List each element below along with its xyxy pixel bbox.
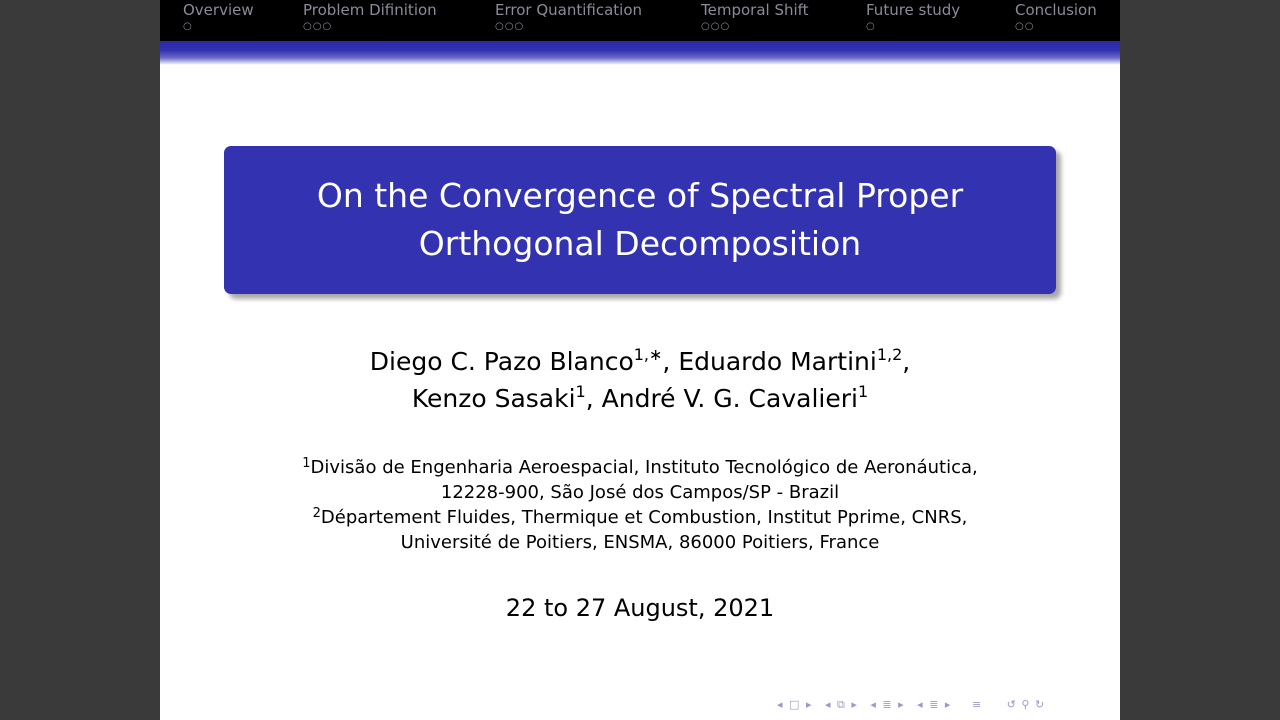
nav-section-dots[interactable]: ○○○ [495,21,525,32]
author-name: Diego C. Pazo Blanco [369,347,634,376]
nav-section-label: Conclusion [1015,1,1097,19]
author-separator: , [902,347,911,376]
affiliation-mark: 1 [302,456,311,471]
nav-section-error-quantification[interactable] [495,2,642,35]
author-affiliation-mark: 1,2 [876,345,903,364]
author-affiliation-mark: 1,∗ [633,345,663,364]
toc-icon[interactable]: ≣ [929,698,939,711]
section-navigation-bar [160,0,1120,41]
frame-next-icon[interactable]: ▸ [805,698,812,711]
section-next-icon[interactable]: ▸ [898,698,904,711]
affiliation-2-line-1 [160,505,1120,530]
author-name: André V. G. Cavalieri [601,384,858,413]
nav-section-overview[interactable] [183,2,254,35]
author-separator: , [662,347,679,376]
affiliation-text: Département Fluides, Thermique et Combustion, Institut Pprime, CNRS, [320,507,968,528]
author-separator: , [585,384,602,413]
nav-section-label: Overview [183,1,254,19]
title-line-2: Orthogonal Decomposition [418,224,862,263]
align-icon[interactable]: ≡ [971,698,982,711]
section-icon[interactable]: ≣ [882,698,892,711]
toc-next-icon[interactable]: ▸ [944,698,951,711]
author-list [160,343,1120,417]
frame-prev-icon[interactable]: ◂ [777,698,783,711]
author-affiliation-mark: 1 [575,382,586,401]
author-affiliation-mark: 1 [857,382,869,401]
affiliation-text: Divisão de Engenharia Aeroespacial, Instituto Tecnológico de Aeronáutica, [310,457,978,478]
title-block [224,146,1056,294]
title-slide [160,0,1120,720]
nav-section-problem-definition[interactable] [303,2,437,35]
search-icon[interactable]: ⚲ [1021,698,1030,711]
affiliation-1-line-1 [160,455,1120,480]
subsection-icon[interactable]: ⧉ [837,698,845,711]
subsection-prev-icon[interactable]: ◂ [824,698,831,711]
nav-section-dots[interactable]: ○ [183,21,193,32]
affiliation-mark: 2 [312,506,321,521]
nav-section-label: Error Quantification [495,1,643,19]
nav-section-label: Future study [866,1,961,19]
header-gradient-band [160,41,1120,65]
nav-section-dots[interactable]: ○○○ [701,21,731,32]
nav-section-dots[interactable]: ○○○ [303,21,333,32]
nav-section-temporal-shift[interactable] [701,2,809,35]
nav-section-dots[interactable]: ○ [866,21,876,32]
author-name: Kenzo Sasaki [411,384,576,413]
affiliation-list [160,455,1120,555]
frame-icon[interactable]: □ [789,698,800,711]
search-back-icon[interactable]: ↺ [1006,698,1016,711]
toc-prev-icon[interactable]: ◂ [917,698,923,711]
nav-section-label: Problem Difinition [303,1,437,19]
section-prev-icon[interactable]: ◂ [870,698,876,711]
affiliation-1-line-2: 12228-900, São José dos Campos/SP - Brazil [440,482,840,503]
nav-section-label: Temporal Shift [701,1,809,19]
title-line-1: On the Convergence of Spectral Proper [316,176,964,215]
author-line-2 [160,380,1120,417]
presentation-date: 22 to 27 August, 2021 [505,594,775,622]
subsection-next-icon[interactable]: ▸ [851,698,857,711]
nav-section-conclusion[interactable] [1015,2,1097,35]
nav-section-future-study[interactable] [866,2,960,35]
author-name: Eduardo Martini [678,347,877,376]
beamer-navigation-controls [777,697,1044,713]
author-line-1 [160,343,1120,380]
affiliation-2-line-2: Université de Poitiers, ENSMA, 86000 Poitiers, France [400,532,880,553]
search-forward-icon[interactable]: ↻ [1034,698,1045,711]
nav-section-dots[interactable]: ○○ [1015,21,1035,32]
